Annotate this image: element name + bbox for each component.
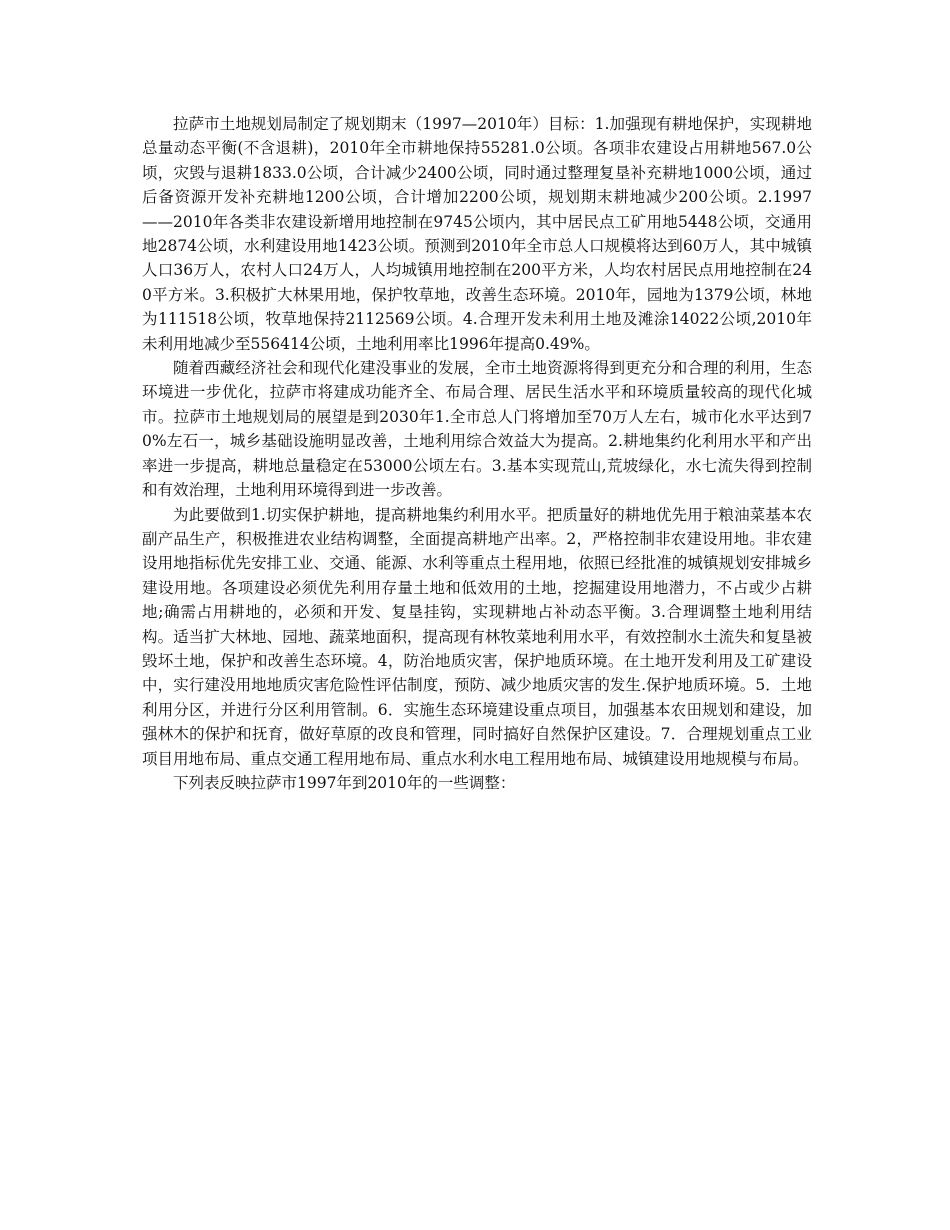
paragraph-planning-targets: 拉萨市土地规划局制定了规划期末（1997—2010年）目标：1.加强现有耕地保护，实现耕地总量动态平衡(不含退耕)，2010年全市耕地保持55281.0公顷。各项非农建设占用耕地567.0公顷，灾毁与退耕1833.0公顷，合计减少2400公顷，同时通过整理复垦补充耕地1000公顷，通过后备资源开发补充耕地1200公顷，合计增加2200公顷，规划期末耕地减少200公顷。2.1997——2010年各类非农建设新增用地控制在9745公顷内，其中居民点工矿用地5448公顷，交通用地2874公顷，水利建设用地1423公顷。预测到2010年全市总人口规模将达到60万人，其中城镇人口36万人，农村人口24万人，人均城镇用地控制在200平方米，人均农村居民点用地控制在240平方米。3.积极扩大林果用地，保护牧草地，改善生态环境。2010年，园地为1379公顷，林地为111518公顷，牧草地保持2112569公顷。4.合理开发未利用土地及滩涂14022公顷,2010年未利用地减少至556414公顷，土地利用率比1996年提高0.49%。 — [142, 115, 812, 353]
document-body — [142, 112, 812, 795]
paragraph-2030-outlook: 随着西藏经济社会和现代化建没事业的发展，全市土地资源将得到更充分和合理的利用，生态环境进一步优化，拉萨市将建成功能齐全、布局合理、居民生活水平和环境质量较高的现代化城市。拉萨市土地规划局的展望是到2030年1.全市总人门将增加至70万人左右，城市化水平达到70%左石一，城乡基础设施明显改善，土地利用综合效益大为提高。2.耕地集约化利用水平和产出率进一步提高，耕地总量稳定在53000公顷左右。3.基本实现荒山,荒坡绿化，水七流失得到控制和有效治理，土地利用环境得到进一步改善。 — [142, 359, 812, 500]
paragraph-measures: 为此要做到1.切实保护耕地，提高耕地集约利用水平。把质量好的耕地优先用于粮油菜基本农副产品生产，积极推进农业结构调整，全面提高耕地产出率。2，严格控制非农建设用地。非农建设用地指标优先安排工业、交通、能源、水利等重点土程用地，依照已经批准的城镇规划安排城乡建设用地。各项建设必须优先利用存量土地和低效用的土地，挖掘建设用地潜力，不占或少占耕地;确需占用耕地的，必须和开发、复垦挂钩，实现耕地占补动态平衡。3.合理调整土地利用结构。适当扩大林地、园地、蔬菜地面积，提高现有林牧菜地利用水平，有效控制水土流失和复垦被毁坏土地，保护和改善生态环境。4，防治地质灾害，保护地质环境。在土地开发利用及工矿建设中，实行建没用地地质灾害危险性评估制度，预防、减少地质灾害的发生.保护地质环境。5．土地利用分区，并进行分区利用管制。6．实施生态环境建设重点项目，加强基本农田规划和建设，加强林木的保护和抚育，做好草原的改良和管理，同时搞好自然保护区建设。7．合理规划重点工业项目用地布局、重点交通工程用地布局、重点水利水电工程用地布局、城镇建设用地规模与布局。 — [142, 505, 812, 768]
paragraph-table-intro: 下列表反映拉萨市1997年到2010年的一些调整： — [173, 773, 516, 792]
